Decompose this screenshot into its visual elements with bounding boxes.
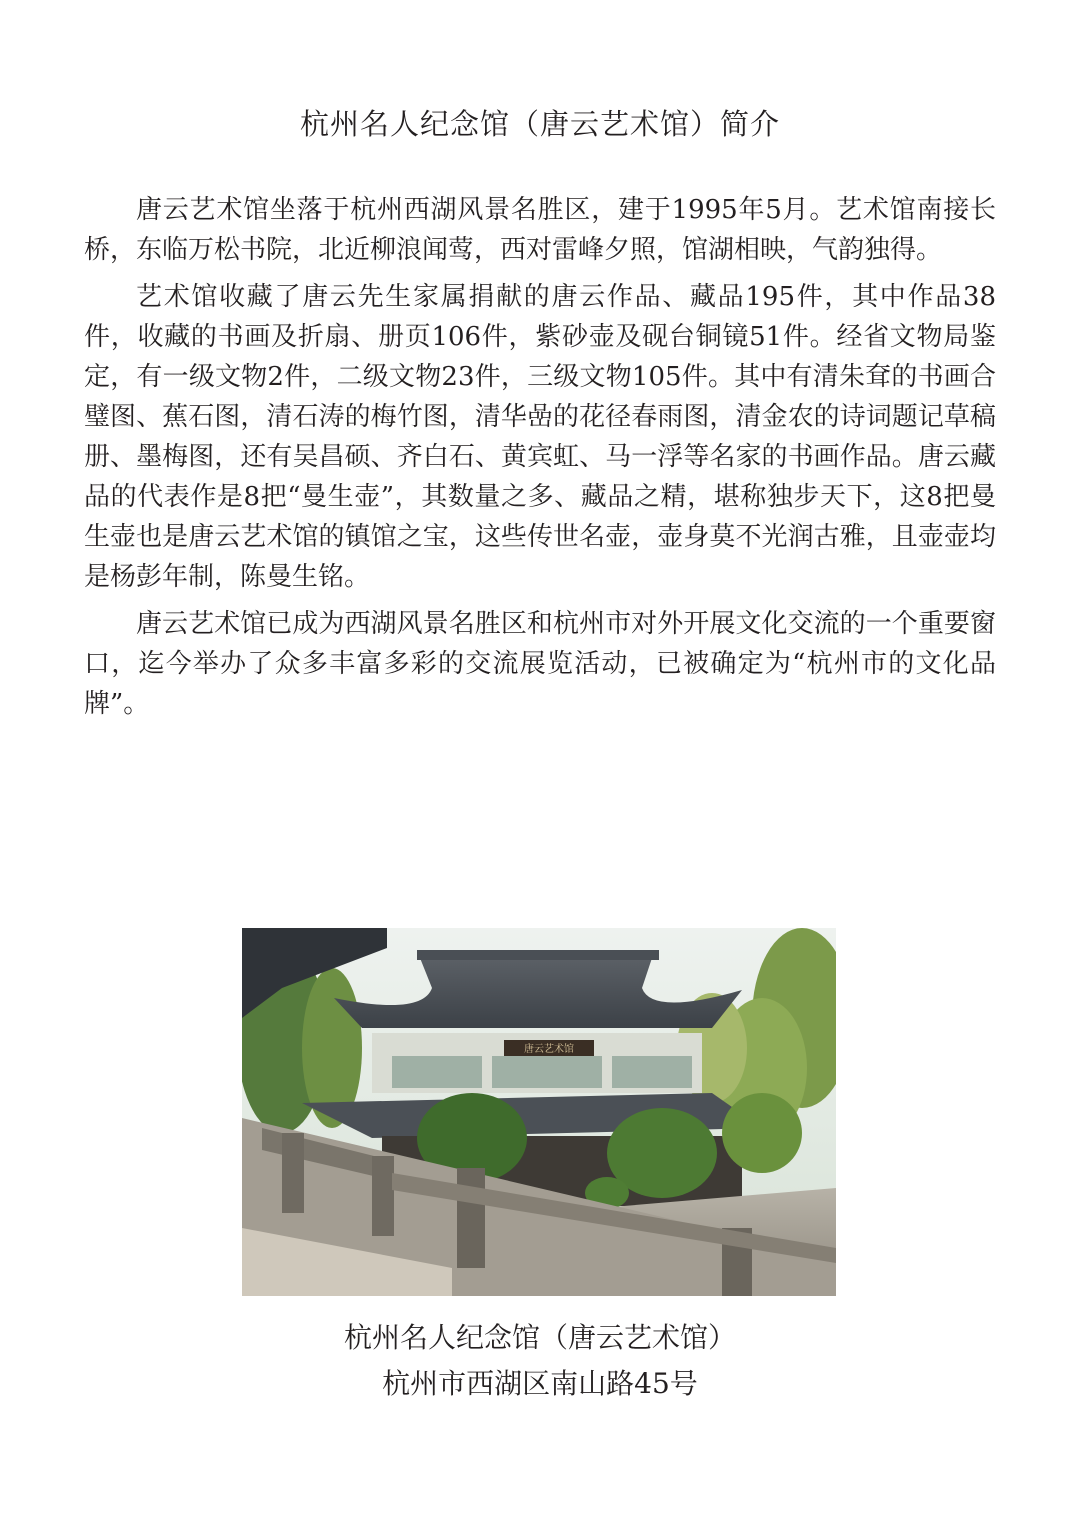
museum-photo	[242, 928, 836, 1296]
signboard-text: 唐云艺术馆	[524, 1044, 574, 1055]
paragraph-significance: 唐云艺术馆已成为西湖风景名胜区和杭州市对外开展文化交流的一个重要窗口，迄今举办了众多丰富多彩的交流展览活动，已被确定为“杭州市的文化品牌”。	[84, 609, 996, 719]
page-title: 杭州名人纪念馆（唐云艺术馆）简介	[299, 107, 780, 141]
article-body	[84, 190, 996, 731]
photo-caption-address: 杭州市西湖区南山路45号	[382, 1367, 698, 1400]
paragraph-location: 唐云艺术馆坐落于杭州西湖风景名胜区，建于1995年5月。艺术馆南接长桥，东临万松书院，北近柳浪闻莺，西对雷峰夕照，馆湖相映，气韵独得。	[84, 195, 996, 265]
paragraph-collection: 艺术馆收藏了唐云先生家属捐献的唐云作品、藏品195件，其中作品38件，收藏的书画及折扇、册页106件，紫砂壶及砚台铜镜51件。经省文物局鉴定，有一级文物2件，二级文物23件，三级文物105件。其中有清朱耷的书画合璧图、蕉石图，清石涛的梅竹图，清华嵒的花径春雨图，清金农的诗词题记草稿册、墨梅图，还有吴昌硕、齐白石、黄宾虹、马一浮等名家的书画作品。唐云藏品的代表作是8把“曼生壶”，其数量之多、藏品之精，堪称独步天下，这8把曼生壶也是唐云艺术馆的镇馆之宝，这些传世名壶，壶身莫不光润古雅，且壶壶均是杨彭年制，陈曼生铭。	[84, 282, 996, 592]
photo-caption-name: 杭州名人纪念馆（唐云艺术馆）	[343, 1321, 736, 1354]
